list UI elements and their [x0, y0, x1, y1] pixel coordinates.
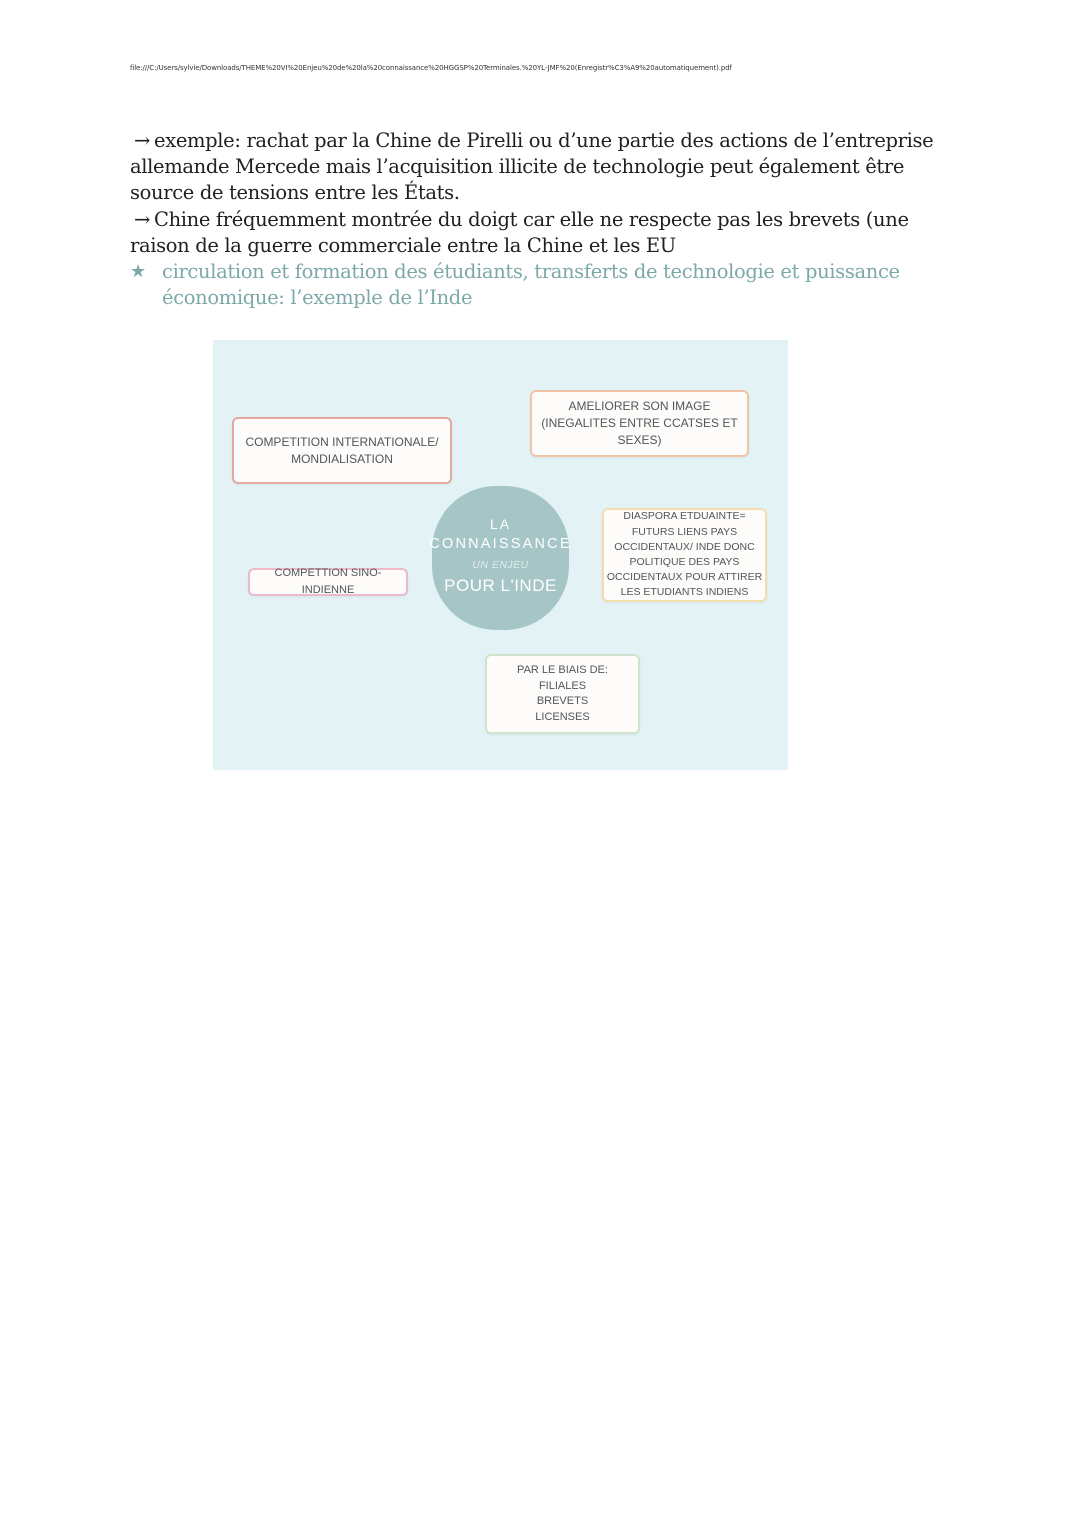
box-biais-item: LICENSES	[535, 710, 590, 723]
box-biais-title: PAR LE BIAIS DE:	[517, 664, 608, 676]
box-biais-item: BREVETS	[536, 695, 589, 707]
box-competition-internationale	[232, 417, 452, 484]
central-topic-node	[429, 486, 572, 630]
mind-map-diagram	[213, 340, 788, 770]
bullet-heading-inde	[130, 259, 960, 311]
file-path-header: file:///C:/Users/sylvie/Downloads/THEME%20VI%20Enjeu%20de%20la%20connaissance%20HGGSP%20Terminales.%20YL-JMF%20(Enregistr%C3%A9%20automatiquement).pdf	[130, 64, 732, 72]
box-par-le-biais	[485, 654, 640, 734]
box-diaspora-text: DIASPORA ETDUAINTE= FUTURS LIENS PAYS OCCIDENTAUX/ INDE DONC POLITIQUE DES PAYS OCCIDENTAUX POUR ATTIRER LES ETUDIANTS INDIENS	[606, 510, 763, 599]
box-ameliorer-image-text: AMELIORER SON IMAGE (INEGALITES ENTRE CCATSES ET SEXES)	[541, 399, 738, 447]
center-line-inde: POUR L'INDE	[444, 576, 557, 595]
box-competition-sino-indienne	[248, 568, 408, 596]
paragraph-chine-text: Chine fréquemment montrée du doigt car elle ne respecte pas les brevets (une raison de la guerre commerciale entre la Chine et les EU	[130, 207, 909, 257]
paragraph-chine	[130, 207, 960, 259]
center-line-connaissance: CONNAISSANCE	[429, 536, 572, 552]
arrow-icon: →	[134, 207, 150, 231]
document-body	[130, 128, 960, 311]
box-diaspora-etudiante	[602, 508, 767, 602]
box-ameliorer-image	[530, 390, 749, 457]
star-bullet-icon: ★	[130, 261, 146, 283]
paragraph-example-text: exemple: rachat par la Chine de Pirelli ou d’une partie des actions de l’entreprise allemande Mercede mais l’acquisition illicite de technologie peut également être source de tensions entre les États.	[130, 129, 934, 205]
paragraph-example	[130, 128, 960, 207]
box-competition-sino-text: COMPETTION SINO-INDIENNE	[274, 567, 382, 596]
box-competition-internationale-text: COMPETITION INTERNATIONALE/ MONDIALISATION	[245, 434, 439, 466]
center-line-la: LA	[489, 516, 512, 532]
center-line-enjeu: UN ENJEU	[472, 559, 529, 571]
bullet-heading-text: circulation et formation des étudiants, transferts de technologie et puissance économique: l’exemple de l’Inde	[162, 260, 900, 310]
arrow-icon: →	[134, 129, 150, 152]
box-biais-item: FILIALES	[538, 679, 587, 692]
